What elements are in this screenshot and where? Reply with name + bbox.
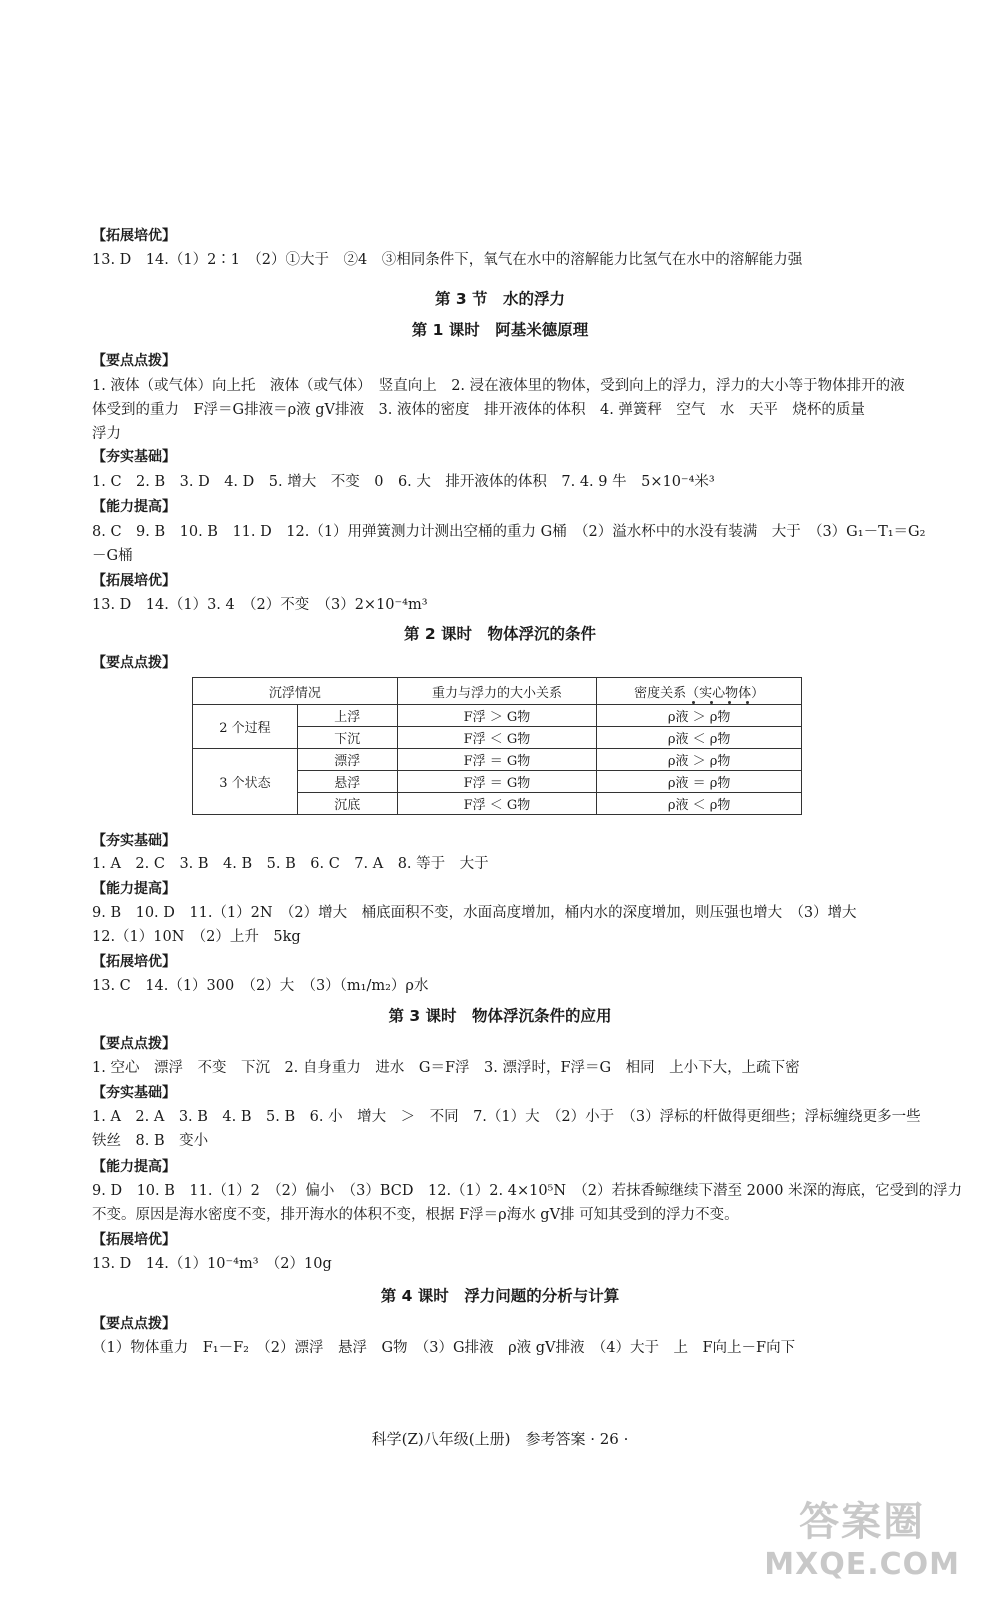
section-label: 【夯实基础】 [92,1085,176,1101]
answer-line: 不变。原因是海水密度不变，排开海水的体积不变，根据 F浮＝ρ海水 gV排 可知其受到的浮力不变。 [92,1207,739,1223]
section-label: 【能力提高】 [92,499,176,515]
answer-line: （1）物体重力 F₁－F₂ （2）漂浮 悬浮 G物 （3）G排液 ρ液 gV排液 （4）大于 上 F向上－F向下 [92,1340,796,1356]
section-label: 【要点点拨】 [92,353,176,369]
watermark-logo [764,1490,960,1582]
table-cell: F浮 ＝ G物 [397,771,597,793]
section-label: 【拓展培优】 [92,573,176,589]
table-group: 3 个状态 [193,749,298,815]
answer-line: 9. D 10. B 11.（1）2 （2）偏小 （3）BCD 12.（1）2. 4×10⁵N （2）若抹香鲸继续下潜至 2000 米深的海底，它受到的浮力 [92,1183,963,1199]
answer-line: 9. B 10. D 11.（1）2N （2）增大 桶底面积不变，水面高度增加，桶内水的深度增加，则压强也增大 （3）增大 [92,905,857,921]
table-cell: ρ液 ＝ ρ物 [597,771,802,793]
float-sink-table [192,677,802,815]
table-cell: F浮 ＞ G物 [397,705,597,727]
emphasis-dot [692,701,695,704]
section-label: 【能力提高】 [92,881,176,897]
answer-line: 铁丝 8. B 变小 [92,1133,209,1149]
lesson-title: 第 4 课时 浮力问题的分析与计算 [380,1287,620,1305]
lesson-title: 第 2 课时 物体浮沉的条件 [403,625,597,643]
table-cell: 沉底 [297,793,397,815]
answer-line: 体受到的重力 F浮＝G排液＝ρ液 gV排液 3. 液体的密度 排开液体的体积 4. 弹簧秤 空气 水 天平 烧杯的质量 [92,402,865,418]
table-cell: 下沉 [297,727,397,749]
table-cell: F浮 ＜ G物 [397,793,597,815]
table-cell: 上浮 [297,705,397,727]
emphasis-dot [710,701,713,704]
section-label: 【拓展培优】 [92,228,176,244]
answer-line: 1. C 2. B 3. D 4. D 5. 增大 不变 0 6. 大 排开液体的体积 7. 4. 9 牛 5×10⁻⁴米³ [92,474,715,490]
answer-line: 13. D 14.（1）2∶1 （2）①大于 ②4 ③相同条件下，氧气在水中的溶解能力比氢气在水中的溶解能力强 [92,252,803,268]
section-label: 【夯实基础】 [92,449,176,465]
lesson-title: 第 1 课时 阿基米德原理 [411,321,589,339]
section-label: 【要点点拨】 [92,655,176,671]
answer-line: 1. A 2. C 3. B 4. B 5. B 6. C 7. A 8. 等于 大于 [92,856,489,872]
emphasis-dot [746,701,749,704]
table-header: 重力与浮力的大小关系 [397,678,597,705]
answer-line: 浮力 [92,426,121,442]
table-cell: ρ液 ＜ ρ物 [597,727,802,749]
watermark-url: MXQE.COM [764,1547,960,1582]
answer-line: －G桶 [92,548,133,564]
answer-line: 8. C 9. B 10. B 11. D 12.（1）用弹簧测力计测出空桶的重力 G桶 （2）溢水杯中的水没有装满 大于 （3）G₁－T₁＝G₂ [92,524,926,540]
section-label: 【拓展培优】 [92,954,176,970]
answer-line: 1. A 2. A 3. B 4. B 5. B 6. 小 增大 ＞ 不同 7.（1）大 （2）小于 （3）浮标的杆做得更细些；浮标缠绕更多一些 [92,1109,921,1125]
answer-line: 1. 液体（或气体）向上托 液体（或气体） 竖直向上 2. 浸在液体里的物体，受到向上的浮力，浮力的大小等于物体排开的液 [92,378,905,394]
table-cell: 漂浮 [297,749,397,771]
table-group: 2 个过程 [193,705,298,749]
section-label: 【能力提高】 [92,1159,176,1175]
answer-line: 13. D 14.（1）3. 4 （2）不变 （3）2×10⁻⁴m³ [92,597,428,613]
table-cell: F浮 ＝ G物 [397,749,597,771]
table-cell: ρ液 ＞ ρ物 [597,749,802,771]
lesson-title: 第 3 课时 物体浮沉条件的应用 [388,1007,612,1025]
section-title: 第 3 节 水的浮力 [434,290,566,308]
answer-line: 13. C 14.（1）300 （2）大 （3）（m₁/m₂）ρ水 [92,978,429,994]
section-label: 【拓展培优】 [92,1232,176,1248]
table-header: 沉浮情况 [193,678,398,705]
table-cell: 悬浮 [297,771,397,793]
answer-line: 12.（1）10N （2）上升 5kg [92,929,301,945]
table-header: 密度关系（实心物体） [597,678,802,705]
watermark-title: 答案圈 [799,1499,926,1545]
answer-line: 13. D 14.（1）10⁻⁴m³ （2）10g [92,1256,332,1272]
answer-line: 1. 空心 漂浮 不变 下沉 2. 自身重力 进水 G＝F浮 3. 漂浮时，F浮＝G 相同 上小下大，上疏下密 [92,1060,800,1076]
section-label: 【要点点拨】 [92,1316,176,1332]
section-label: 【夯实基础】 [92,833,176,849]
section-label: 【要点点拨】 [92,1036,176,1052]
page-footer: 科学(Z)八年级(上册) 参考答案 · 26 · [371,1430,629,1448]
table-cell: ρ液 ＜ ρ物 [597,793,802,815]
table-cell: F浮 ＜ G物 [397,727,597,749]
table-cell: ρ液 ＞ ρ物 [597,705,802,727]
emphasis-dot [728,701,731,704]
